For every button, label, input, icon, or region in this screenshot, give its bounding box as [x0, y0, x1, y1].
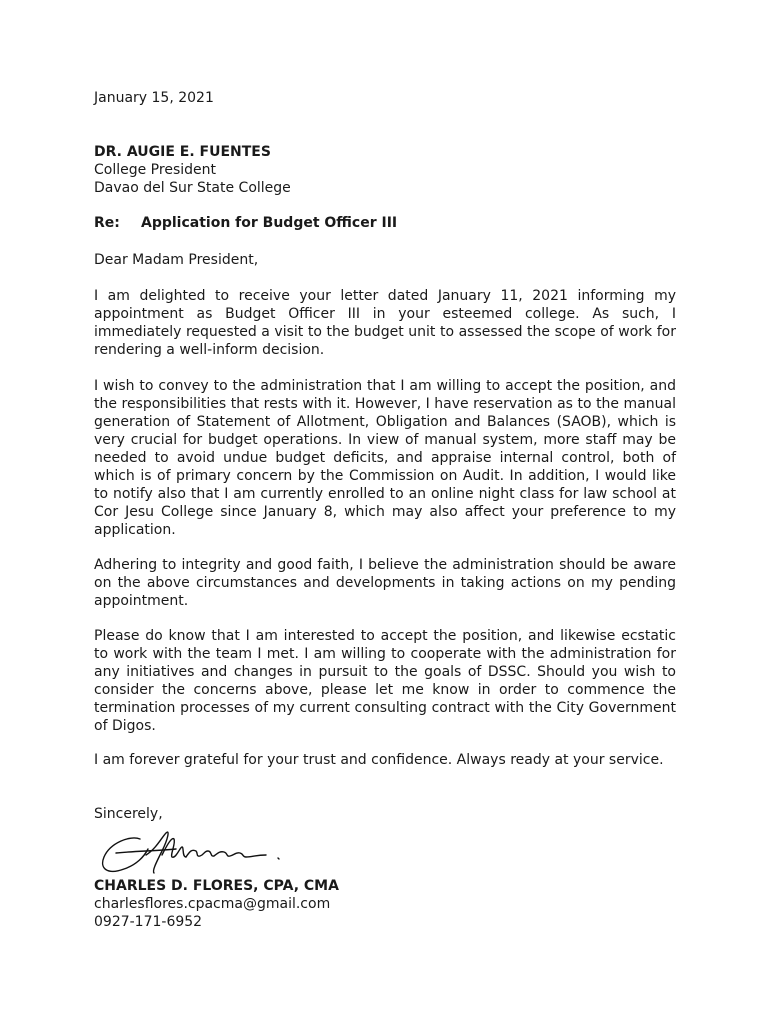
handwritten-signature: [96, 825, 296, 881]
body-paragraph-2: I wish to convey to the administration that I am willing to accept the position, and the responsibilities that rests with it. However, I have reservation as to the manual generation of Statement of Allotment, Obligation and Balances (SAOB), which is very crucial for budget operations. In view of manual system, more staff may be needed to avoid undue budget deficits, and appraise internal control, both of which is of primary concern by the Commission on Audit. In addition, I would like to notify also that I am currently enrolled to an online night class for law school at Cor Jesu College since January 8, which may also affect your preference to my application.: [94, 378, 676, 538]
sender-phone: 0927-171-6952: [94, 914, 203, 930]
re-label: Re:: [94, 215, 120, 231]
subject-line: [94, 214, 397, 232]
salutation: Dear Madam President,: [94, 252, 259, 268]
sender-email: charlesflores.cpacma@gmail.com: [94, 896, 331, 912]
recipient-title: College President: [94, 162, 216, 178]
body-paragraph-5: I am forever grateful for your trust and confidence. Always ready at your service.: [94, 752, 664, 768]
letter-date: January 15, 2021: [94, 90, 214, 106]
recipient-block: [94, 143, 291, 197]
body-paragraph-1: I am delighted to receive your letter dated January 11, 2021 informing my appointment as Budget Officer III in your esteemed college. As such, I immediately requested a visit to the budget unit to assessed the scope of work for rendering a well-inform decision.: [94, 288, 676, 358]
closing: Sincerely,: [94, 806, 163, 822]
body-paragraph-3: Adhering to integrity and good faith, I believe the administration should be aware on the above circumstances and developments in taking actions on my pending appointment.: [94, 557, 676, 609]
sender-block: [94, 877, 339, 931]
recipient-name: DR. AUGIE E. FUENTES: [94, 144, 271, 160]
sender-name: CHARLES D. FLORES, CPA, CMA: [94, 878, 339, 894]
subject-text: Application for Budget Officer III: [141, 215, 398, 231]
body-paragraph-4: Please do know that I am interested to accept the position, and likewise ecstatic to work with the team I met. I am willing to cooperate with the administration for any initiatives and changes in pursuit to the goals of DSSC. Should you wish to consider the concerns above, please let me know in order to commence the termination processes of my current consulting contract with the City Government of Digos.: [94, 628, 676, 734]
recipient-institution: Davao del Sur State College: [94, 180, 291, 196]
